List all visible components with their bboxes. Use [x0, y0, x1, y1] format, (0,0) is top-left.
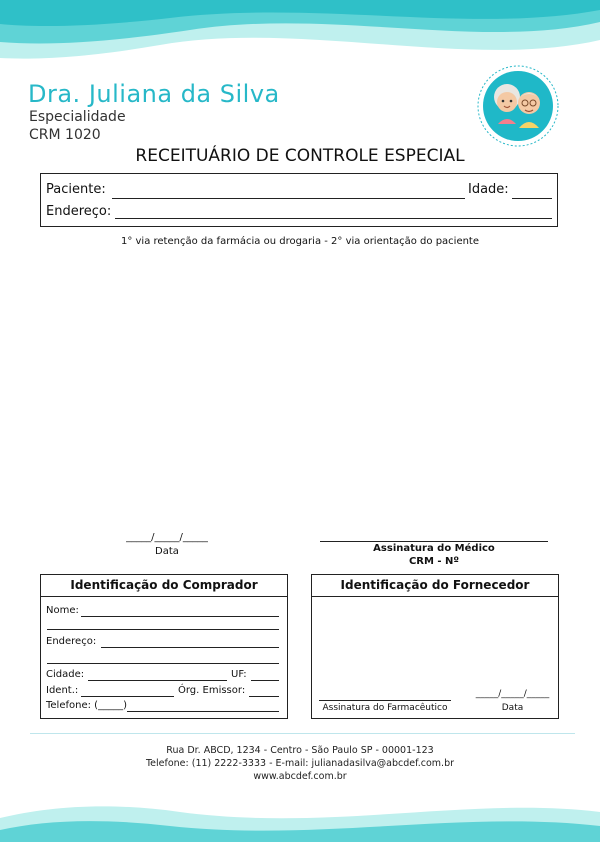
buyer-uf-label: UF: — [231, 669, 247, 680]
supplier-box — [311, 574, 559, 719]
doctor-name: Dra. Juliana da Silva — [28, 80, 280, 108]
buyer-address-label: Endereço: — [46, 636, 97, 647]
supplier-date-field[interactable]: _____/_____/_____ — [475, 689, 550, 699]
footer-contact: Telefone: (11) 2222-3333 - E-mail: julianadasilva@abcdef.com.br — [145, 758, 455, 769]
buyer-name-field-2[interactable] — [47, 629, 279, 630]
patient-box — [40, 173, 558, 227]
footer-website[interactable]: www.abcdef.com.br — [253, 771, 347, 782]
date-field[interactable]: _____/_____/_____ — [126, 532, 208, 543]
buyer-issuer-field[interactable] — [249, 696, 279, 697]
footer-address: Rua Dr. ABCD, 1234 - Centro - São Paulo SP - 00001-123 — [166, 745, 434, 756]
patient-age-field[interactable] — [512, 198, 552, 199]
bottom-wave-decoration — [0, 792, 600, 842]
buyer-issuer-label: Órg. Emissor: — [178, 685, 246, 696]
buyer-phone-field[interactable] — [127, 711, 279, 712]
buyer-box — [40, 574, 288, 719]
elderly-couple-icon — [476, 64, 560, 148]
buyer-ident-label: Ident.: — [46, 685, 79, 696]
buyer-address-field[interactable] — [101, 647, 279, 648]
pharmacist-signature-label: Assinatura do Farmacêutico — [322, 703, 448, 713]
patient-name-label: Paciente: — [46, 182, 106, 197]
buyer-name-field[interactable] — [81, 616, 279, 617]
supplier-title: Identificação do Fornecedor — [312, 575, 558, 597]
buyer-title: Identificação do Comprador — [41, 575, 287, 597]
buyer-uf-field[interactable] — [251, 680, 279, 681]
specialty: Especialidade — [29, 109, 126, 125]
buyer-city-label: Cidade: — [46, 669, 85, 680]
buyer-city-field[interactable] — [88, 680, 227, 681]
crm-label: CRM - Nº — [408, 556, 460, 567]
doctor-signature-label: Assinatura do Médico — [373, 543, 495, 554]
pharmacist-signature-line[interactable] — [319, 700, 451, 701]
date-label: Data — [155, 546, 179, 557]
buyer-phone-label: Telefone: (_____) — [46, 700, 127, 711]
buyer-ident-field[interactable] — [81, 696, 174, 697]
footer-divider — [30, 733, 575, 734]
patient-name-field[interactable] — [112, 198, 465, 199]
patient-address-label: Endereço: — [46, 204, 112, 219]
patient-address-field[interactable] — [115, 218, 552, 219]
buyer-address-field-2[interactable] — [47, 663, 279, 664]
doctor-signature-line[interactable] — [320, 541, 548, 542]
patient-age-label: Idade: — [468, 182, 509, 197]
buyer-name-label: Nome: — [46, 605, 79, 616]
crm-number: CRM 1020 — [29, 127, 101, 143]
prescription-area[interactable] — [40, 255, 558, 525]
via-note: 1° via retenção da farmácia ou drogaria - 2° via orientação do paciente — [120, 236, 480, 247]
document-title: RECEITUÁRIO DE CONTROLE ESPECIAL — [135, 146, 465, 166]
supplier-date-label: Data — [501, 703, 524, 713]
